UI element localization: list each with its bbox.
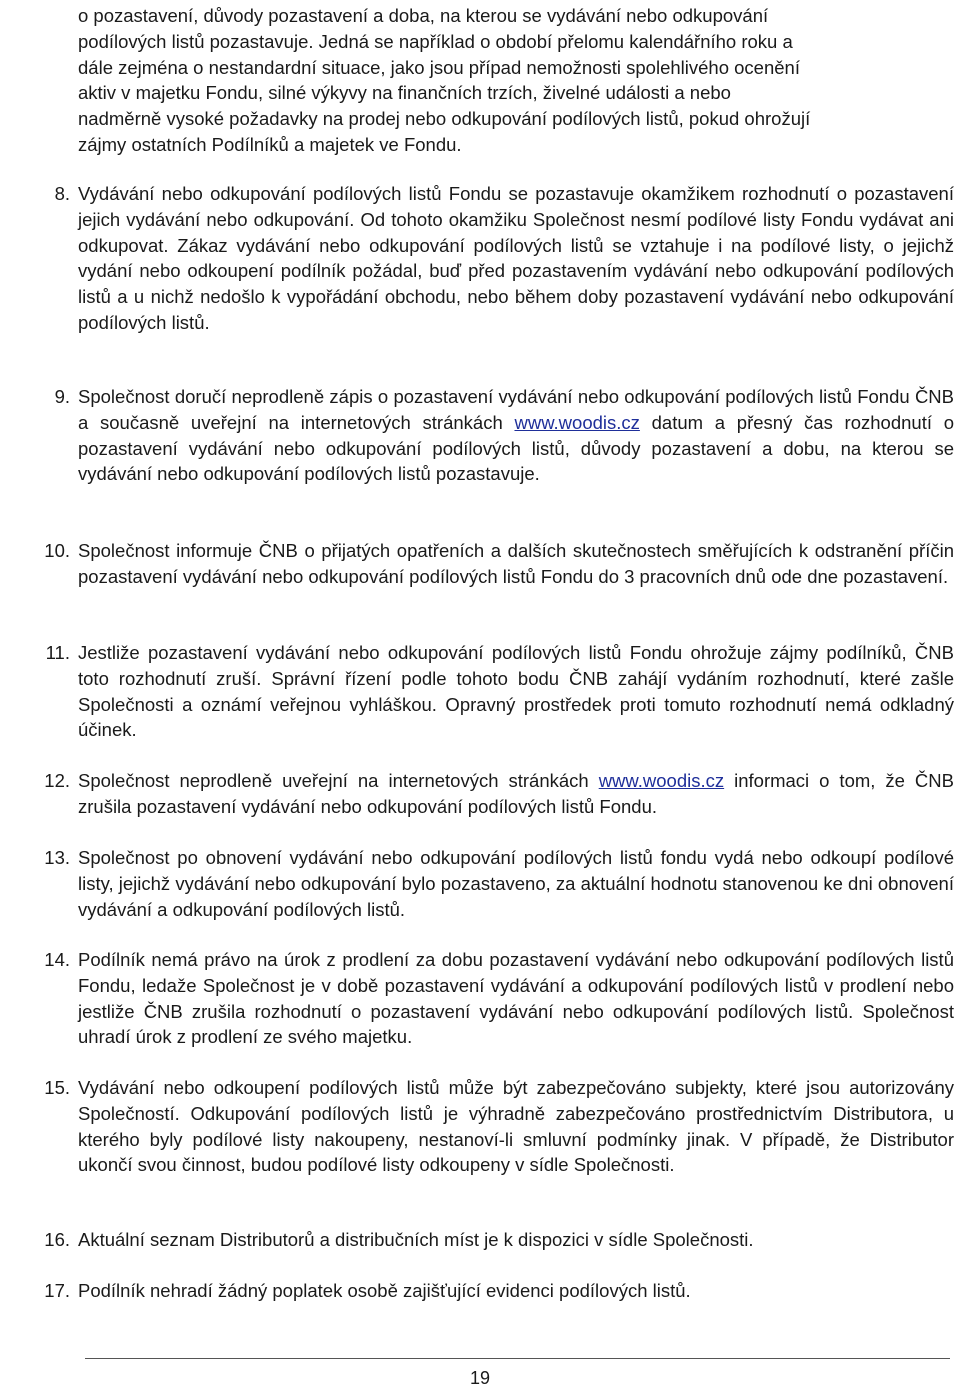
- item-text: Společnost informuje ČNB o přijatých opatřeních a dalších skutečnostech směřujících k odstranění příčin pozastavení vydávání nebo odkupování podílových listů Fondu do 3 pracovních dnů ode dne pozastavení.: [78, 540, 954, 587]
- item-text: Vydávání nebo odkupování podílových listů Fondu se pozastavuje okamžikem rozhodnutí o pozastavení jejich vydávání nebo odkupování. Od tohoto okamžiku Společnost nesmí podílové listy Fondu vydávat ani odkupovat. Zákaz vydávání nebo odkupování podílových listů se vztahuje i na podílové listy, o jejichž vydání nebo odkoupení podílník požádal, buď před pozastavením vydávání nebo odkupování podílových listů a u nichž nedošlo k vypořádání obchodu, nebo během doby pozastavení vydávání nebo odkupování podílových listů.: [78, 183, 954, 333]
- item-number: 17.: [44, 1280, 70, 1301]
- website-link[interactable]: www.woodis.cz: [598, 770, 725, 791]
- item-text: Vydávání nebo odkoupení podílových listů může být zabezpečováno subjekty, které jsou autorizovány Společností. Odkupování podílových listů je výhradně zabezpečováno prostřednictvím Distributora, u kterého byly podílové listy nakoupeny, nestanoví-li smluvní podmínky jinak. V případě, že Distributor ukončí svou činnost, budou podílové listy odkoupeny v sídle Společnosti.: [78, 1077, 954, 1176]
- item-number: 12.: [44, 770, 70, 791]
- item-text: Aktuální seznam Distributorů a distribučních míst je k dispozici v sídle Společnosti.: [78, 1229, 754, 1250]
- item-text: Podílník nehradí žádný poplatek osobě zajišťující evidenci podílových listů.: [78, 1280, 691, 1301]
- intro-line: nadměrně vysoké požadavky na prodej nebo odkupování podílových listů, pokud ohrožují: [78, 108, 811, 130]
- item-number: 10.: [44, 540, 70, 561]
- intro-line: zájmy ostatních Podílníků a majetek ve Fondu.: [78, 133, 462, 155]
- item-number: 16.: [44, 1229, 70, 1250]
- intro-paragraph: [78, 3, 954, 158]
- item-number: 14.: [44, 949, 70, 970]
- item-text: Podílník nemá právo na úrok z prodlení za dobu pozastavení vydávání nebo odkupování podílových listů Fondu, ledaže Společnost je v době pozastavení vydávání a odkupování podílových listů v prodlení nebo jestliže ČNB zrušila rozhodnutí o pozastavení vydávání nebo odkupování podílových listů. Společnost uhradí úrok z prodlení ze svého majetku.: [78, 949, 954, 1048]
- item-number: 11.: [45, 642, 70, 663]
- intro-line: podílových listů pozastavuje. Jedná se například o období přelomu kalendářního roku a: [78, 30, 793, 52]
- item-number: 9.: [54, 386, 70, 407]
- website-link[interactable]: www.woodis.cz: [514, 411, 640, 433]
- page-number: 19: [469, 1368, 491, 1388]
- intro-line: dále zejména o nestandardní situace, jako jsou případ nemožnosti spolehlivého ocenění: [78, 56, 800, 78]
- item-text: Jestliže pozastavení vydávání nebo odkupování podílových listů Fondu ohrožuje zájmy podílníků, ČNB toto rozhodnutí zruší. Správní řízení podle tohoto bodu ČNB zahájí vydáním rozhodnutí, které zašle Společnosti a oznámí veřejnou vyhláškou. Opravný prostředek proti tomuto rozhodnutí nemá odkladný účinek.: [78, 642, 954, 741]
- item-text: Společnost doručí neprodleně zápis o pozastavení vydávání nebo odkupování podílových listů Fondu ČNB a současně uveřejní na internetových stránkách www.woodis.cz datum a přesný čas rozhodnutí o pozastavení vydávání nebo odkupování podílových listů, důvody pozastavení a dobu, na kterou se vydávání nebo odkupování podílových listů pozastavuje.: [78, 386, 954, 485]
- item-text: Společnost po obnovení vydávání nebo odkupování podílových listů fondu vydá nebo odkoupí podílové listy, jejichž vydávání nebo odkupování bylo pozastaveno, za aktuální hodnotu stanovenou ke dni obnovení vydávání a odkupování podílových listů.: [78, 847, 954, 920]
- item-number: 13.: [44, 847, 70, 868]
- footer-divider: [85, 1358, 950, 1359]
- intro-line: o pozastavení, důvody pozastavení a doba, na kterou se vydávání nebo odkupování: [78, 5, 769, 26]
- item-number: 15.: [44, 1077, 70, 1098]
- intro-line: aktiv v majetku Fondu, silné výkyvy na finančních trzích, živelné události a nebo: [78, 82, 731, 104]
- item-text: Společnost neprodleně uveřejní na internetových stránkách www.woodis.cz informaci o tom, že ČNB zrušila pozastavení vydávání nebo odkupování podílových listů Fondu.: [78, 770, 954, 817]
- item-number: 8.: [54, 183, 70, 204]
